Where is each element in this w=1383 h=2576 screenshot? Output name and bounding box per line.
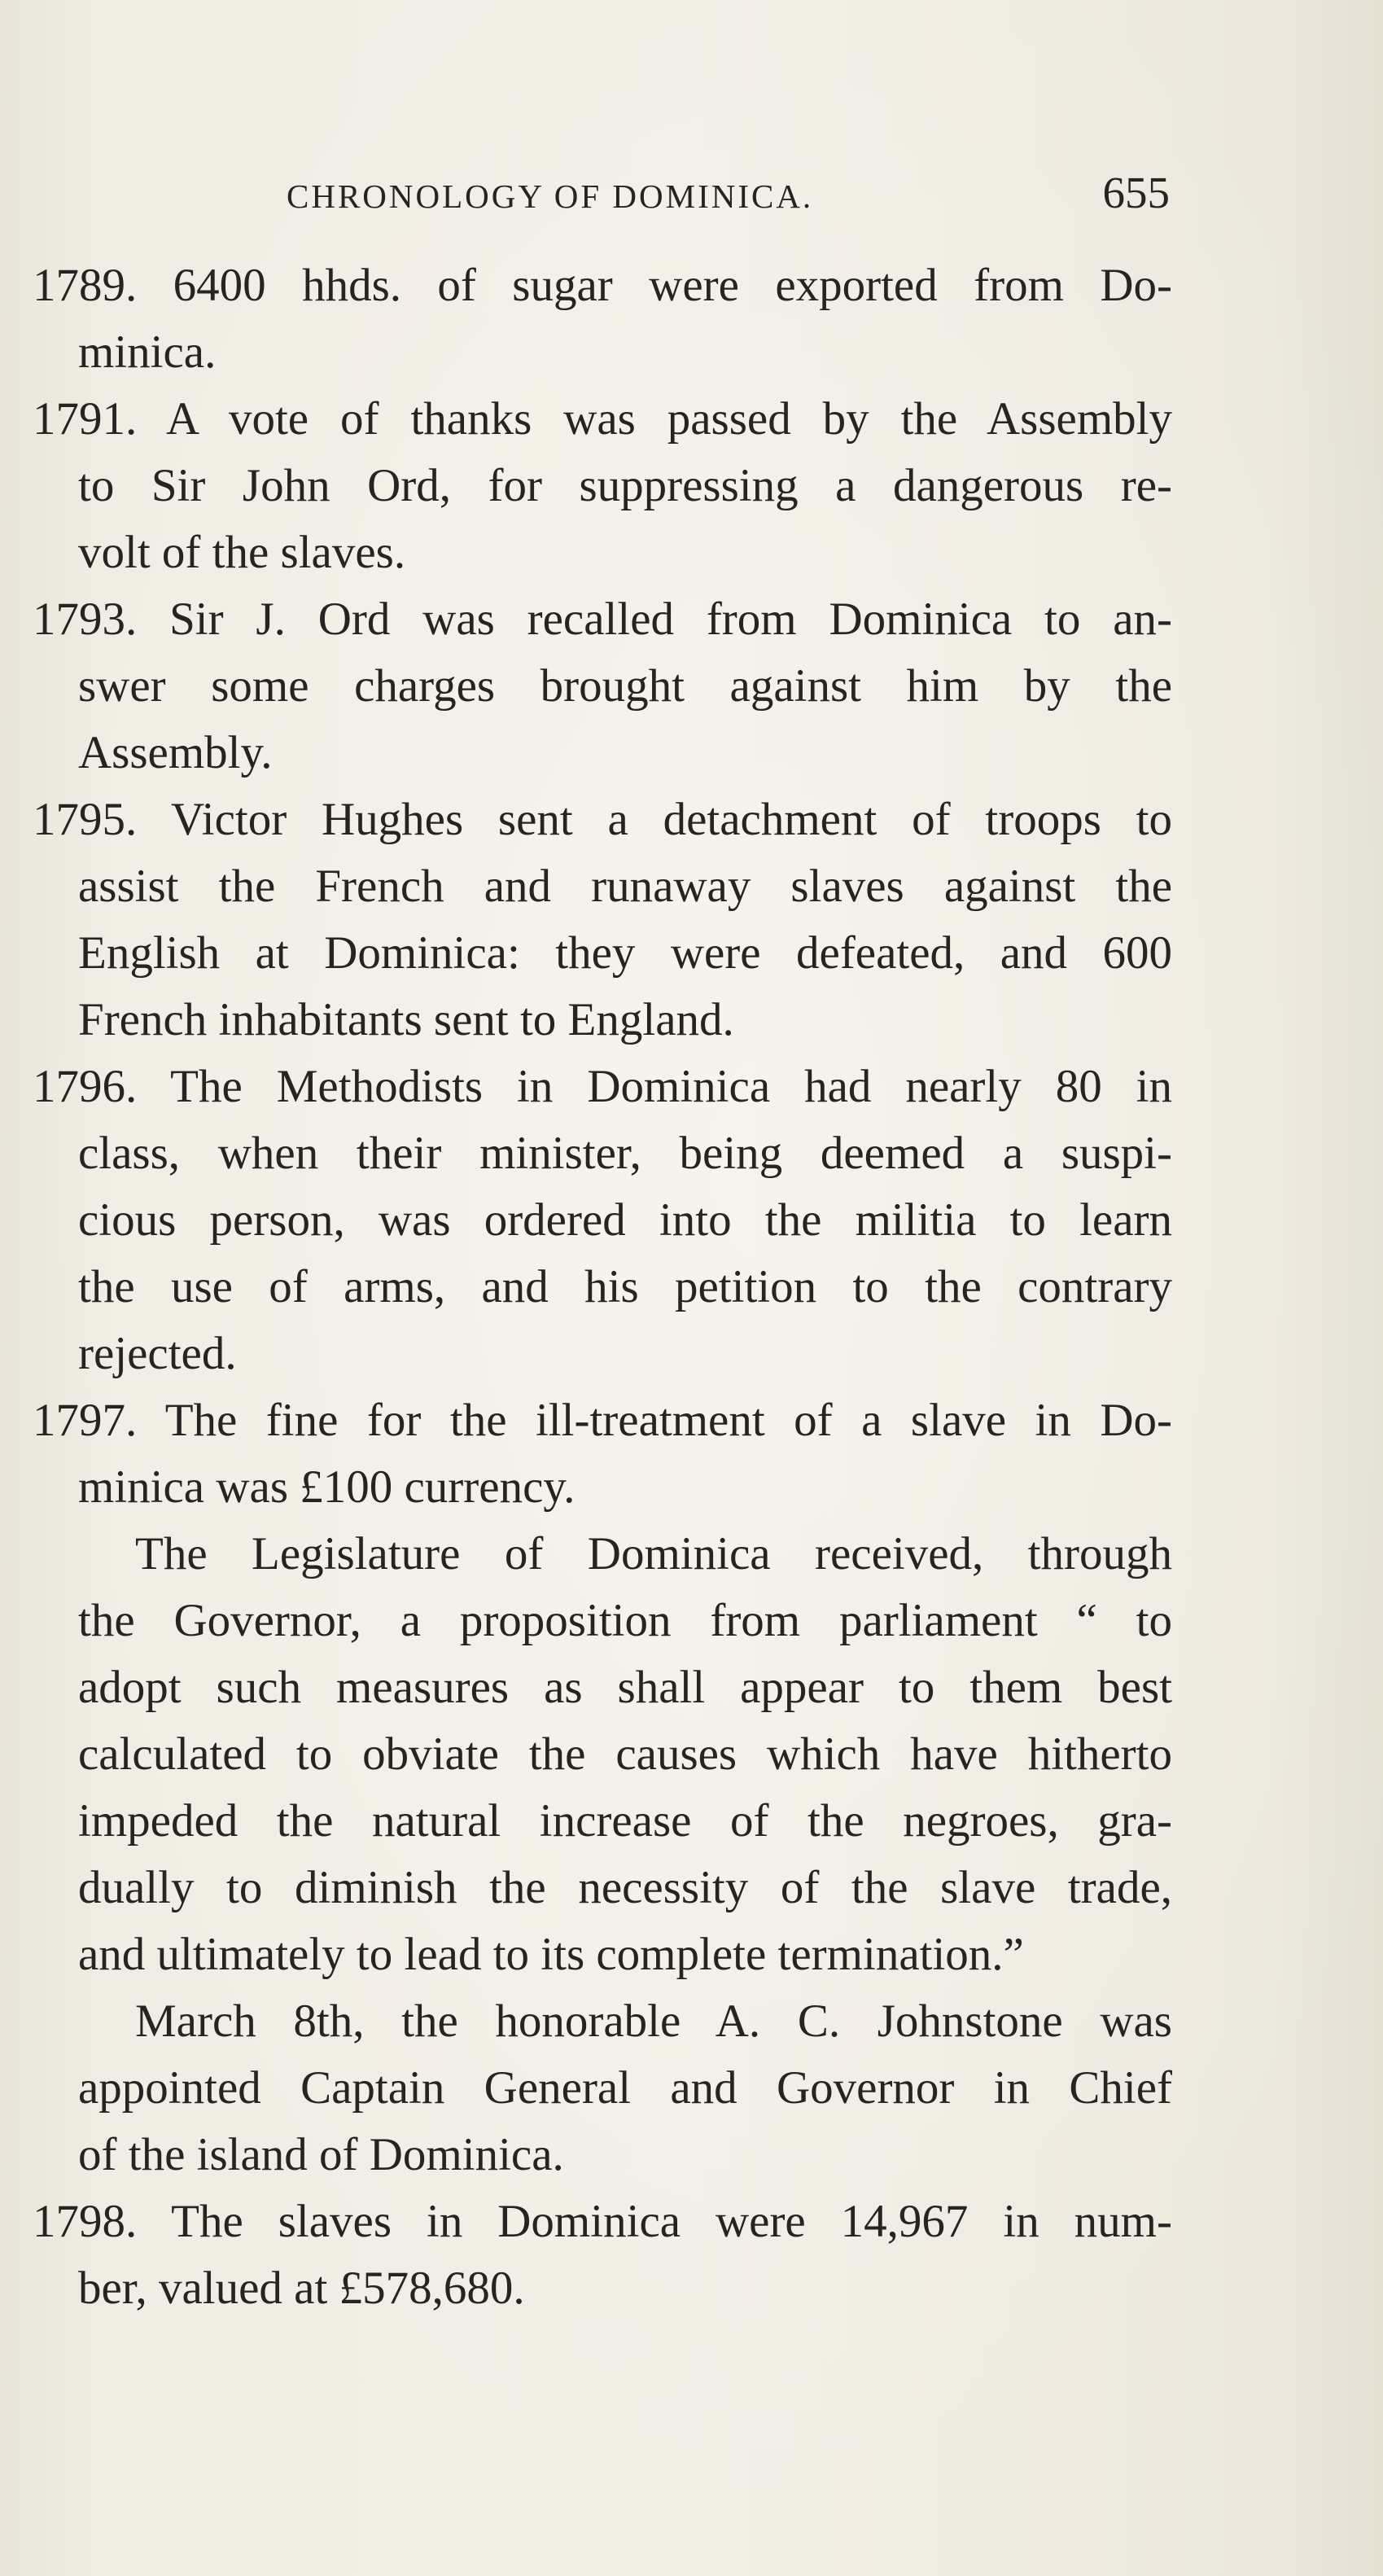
running-head: CHRONOLOGY OF DOMINICA. [287, 177, 814, 215]
legislature-paragraph-line-4: calculated to obviate the causes which have hitherto [78, 1728, 1172, 1780]
entry-1795-line-4: French inhabitants sent to England. [78, 994, 734, 1045]
johnstone-paragraph-line-1: March 8th, the honorable A. C. Johnstone was [135, 1996, 1172, 2047]
entry-1796-line-4: the use of arms, and his petition to the contrary [78, 1261, 1172, 1312]
legislature-paragraph-line-5: impeded the natural increase of the negroes, gra- [78, 1795, 1172, 1847]
entry-1791-line-2: to Sir John Ord, for suppressing a dangerous re- [78, 460, 1172, 511]
entry-1791-line-1: 1791. A vote of thanks was passed by the Assembly [33, 393, 1172, 445]
entry-1798-line-1: 1798. The slaves in Dominica were 14,967 in num- [33, 2196, 1172, 2247]
johnstone-paragraph-line-2: appointed Captain General and Governor in Chief [78, 2062, 1172, 2114]
entry-1795-line-2: assist the French and runaway slaves against the [78, 861, 1172, 912]
entry-1789-line-2: minica. [78, 326, 217, 378]
page-header [287, 167, 1170, 224]
entry-1793-line-1: 1793. Sir J. Ord was recalled from Dominica to an- [33, 594, 1172, 645]
legislature-paragraph-line-3: adopt such measures as shall appear to them best [78, 1662, 1172, 1713]
entry-1796-line-3: cious person, was ordered into the militia to learn [78, 1194, 1172, 1246]
entry-1797-line-2: minica was £100 currency. [78, 1461, 576, 1513]
page-number: 655 [1102, 168, 1170, 217]
entry-1797-line-1: 1797. The fine for the ill-treatment of a slave in Do- [33, 1395, 1172, 1446]
chronology-text [33, 252, 1172, 2322]
entry-1796-line-5: rejected. [78, 1328, 237, 1379]
entry-1798-line-2: ber, valued at £578,680. [78, 2263, 525, 2314]
johnstone-paragraph-line-3: of the island of Dominica. [78, 2129, 564, 2180]
entry-1795-line-1: 1795. Victor Hughes sent a detachment of troops to [33, 794, 1172, 845]
entry-1795-line-3: English at Dominica: they were defeated, and 600 [78, 927, 1172, 979]
entry-1791-line-3: volt of the slaves. [78, 527, 406, 578]
entry-1793-line-3: Assembly. [78, 727, 273, 778]
legislature-paragraph-line-1: The Legislature of Dominica received, through [135, 1528, 1172, 1579]
entry-1796-line-2: class, when their minister, being deemed a suspi- [78, 1128, 1172, 1179]
entry-1796-line-1: 1796. The Methodists in Dominica had nearly 80 in [33, 1061, 1172, 1112]
legislature-paragraph-line-2: the Governor, a proposition from parliament “ to [78, 1595, 1172, 1646]
legislature-paragraph-line-6: dually to diminish the necessity of the slave trade, [78, 1862, 1172, 1913]
entry-1793-line-2: swer some charges brought against him by the [78, 660, 1172, 712]
legislature-paragraph-line-7: and ultimately to lead to its complete termination.” [78, 1929, 1024, 1980]
entry-1789-line-1: 1789. 6400 hhds. of sugar were exported from Do- [33, 260, 1172, 311]
